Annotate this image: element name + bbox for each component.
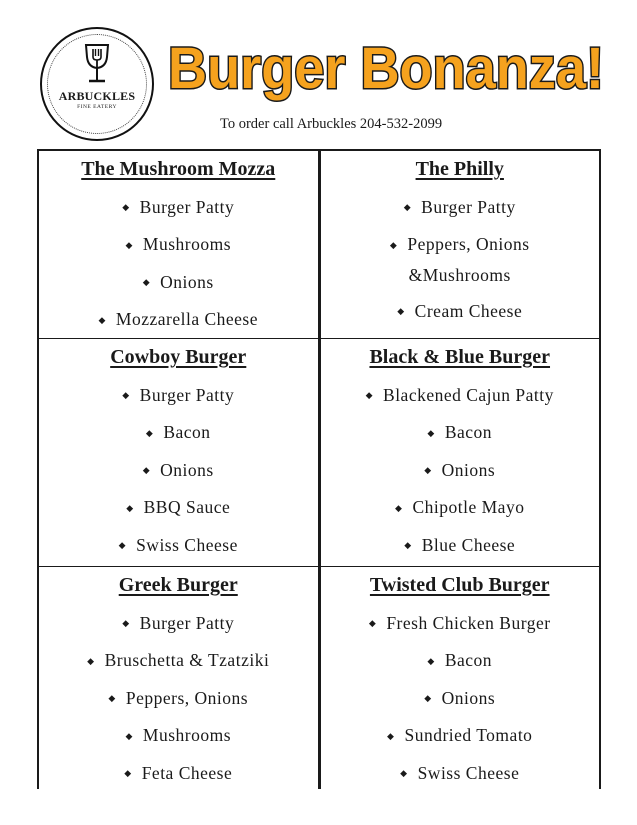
ingredient-text: Onions: [441, 459, 496, 480]
ingredient-item: [321, 230, 600, 289]
bullet-icon: ◆: [108, 693, 116, 704]
ingredient-item: [39, 305, 318, 335]
wine-glass-fork-icon: [82, 43, 112, 85]
ingredient-text: Feta Cheese: [141, 762, 233, 783]
bullet-icon: ◆: [145, 427, 154, 438]
bullet-icon: ◆: [142, 277, 151, 288]
ingredient-text: Mushrooms: [142, 234, 232, 255]
ingredient-text: Peppers, Onions: [125, 687, 249, 708]
ingredient-text: Blackened Cajun Patty: [383, 385, 554, 405]
bullet-icon: ◆: [122, 390, 130, 401]
ingredient-text: Burger Patty: [139, 197, 235, 217]
ingredient-text: Blue Cheese: [421, 534, 516, 555]
ingredient-text: Onions: [160, 271, 214, 292]
ingredient-text: BBQ Sauce: [143, 497, 231, 518]
bullet-icon: ◆: [122, 618, 130, 629]
order-phone-line: To order call Arbuckles 204-532-2099: [220, 116, 443, 132]
ingredient-text: Burger Patty: [139, 613, 235, 633]
ingredient-item: [39, 268, 318, 298]
ingredient-item: [321, 418, 600, 448]
ingredient-text: Fresh Chicken Burger: [386, 613, 551, 633]
bullet-icon: ◆: [397, 306, 405, 317]
burger-title: Black & Blue Burger: [369, 346, 551, 368]
ingredient-text: Sundried Tomato: [404, 725, 533, 746]
ingredient-text: Swiss Cheese: [417, 762, 520, 783]
bullet-icon: ◆: [389, 239, 398, 250]
ingredient-item: [39, 230, 318, 260]
ingredient-item: [39, 531, 318, 561]
ingredient-item: [321, 531, 600, 561]
headline-text: Burger Bonanza!: [168, 36, 604, 101]
bullet-icon: ◆: [98, 314, 106, 325]
bullet-icon: ◆: [118, 540, 127, 551]
ingredient-item: [39, 193, 318, 223]
bullet-icon: ◆: [427, 427, 435, 438]
ingredient-item: [321, 193, 600, 223]
bullet-icon: ◆: [122, 202, 130, 213]
bullet-icon: ◆: [403, 202, 412, 213]
burger-card: [39, 338, 318, 566]
bullet-icon: ◆: [395, 502, 403, 513]
burger-card: [321, 566, 600, 796]
ingredient-item: [39, 646, 318, 676]
bullet-icon: ◆: [404, 540, 412, 551]
bullet-icon: ◆: [125, 730, 133, 741]
headline: [166, 20, 626, 110]
ingredient-item: [321, 646, 600, 676]
ingredient-item: [39, 721, 318, 751]
arbuckles-logo: [40, 27, 154, 141]
menu-grid: [37, 149, 601, 789]
ingredient-item: [321, 381, 600, 411]
ingredient-text: Onions: [441, 687, 496, 708]
ingredient-item: [39, 418, 318, 448]
logo-tagline: FINE EATERY: [77, 104, 117, 110]
burger-card: [39, 151, 318, 338]
burger-title: Greek Burger: [118, 574, 238, 596]
burger-title: Twisted Club Burger: [369, 574, 550, 596]
ingredient-text: Burger Patty: [421, 197, 516, 217]
burger-card: [321, 338, 600, 566]
bullet-icon: ◆: [424, 465, 432, 476]
bullet-icon: ◆: [424, 693, 432, 704]
ingredient-item: [39, 493, 318, 523]
ingredient-item: [321, 721, 600, 751]
ingredient-item: [39, 456, 318, 486]
ingredient-text: Burger Patty: [139, 385, 235, 405]
burger-title: Cowboy Burger: [110, 346, 247, 368]
bullet-icon: ◆: [126, 502, 134, 513]
ingredient-text: Bacon: [444, 650, 493, 671]
ingredient-text: Bacon: [444, 422, 493, 443]
ingredient-item: [321, 297, 600, 327]
ingredient-item: [321, 493, 600, 523]
ingredient-item: [321, 684, 600, 714]
bullet-icon: ◆: [365, 390, 374, 401]
burger-card: [39, 566, 318, 796]
ingredient-text: Chipotle Mayo: [412, 497, 525, 518]
ingredient-text: Peppers, Onions &Mushrooms: [407, 234, 530, 285]
ingredient-text: Cream Cheese: [414, 300, 523, 321]
bullet-icon: ◆: [427, 655, 435, 666]
bullet-icon: ◆: [87, 655, 95, 666]
logo-name: ARBUCKLES: [58, 89, 136, 103]
bullet-icon: ◆: [125, 239, 133, 250]
bullet-icon: ◆: [387, 730, 395, 741]
burger-card: [321, 151, 600, 338]
burger-title: The Philly: [415, 158, 504, 180]
ingredient-item: [321, 759, 600, 789]
bullet-icon: ◆: [142, 465, 151, 476]
ingredient-text: Bacon: [163, 422, 211, 443]
ingredient-text: Mozzarella Cheese: [115, 309, 259, 330]
ingredient-item: [39, 381, 318, 411]
ingredient-item: [39, 684, 318, 714]
ingredient-item: [321, 609, 600, 639]
ingredient-item: [39, 759, 318, 789]
ingredient-text: Swiss Cheese: [136, 534, 238, 555]
bullet-icon: ◆: [400, 768, 408, 779]
ingredient-item: [39, 609, 318, 639]
ingredient-text: Mushrooms: [142, 725, 232, 746]
bullet-icon: ◆: [368, 618, 377, 629]
ingredient-text: Onions: [160, 459, 214, 480]
ingredient-item: [321, 456, 600, 486]
bullet-icon: ◆: [124, 768, 132, 779]
burger-title: The Mushroom Mozza: [81, 158, 276, 180]
ingredient-text: Bruschetta & Tzatziki: [104, 650, 270, 671]
